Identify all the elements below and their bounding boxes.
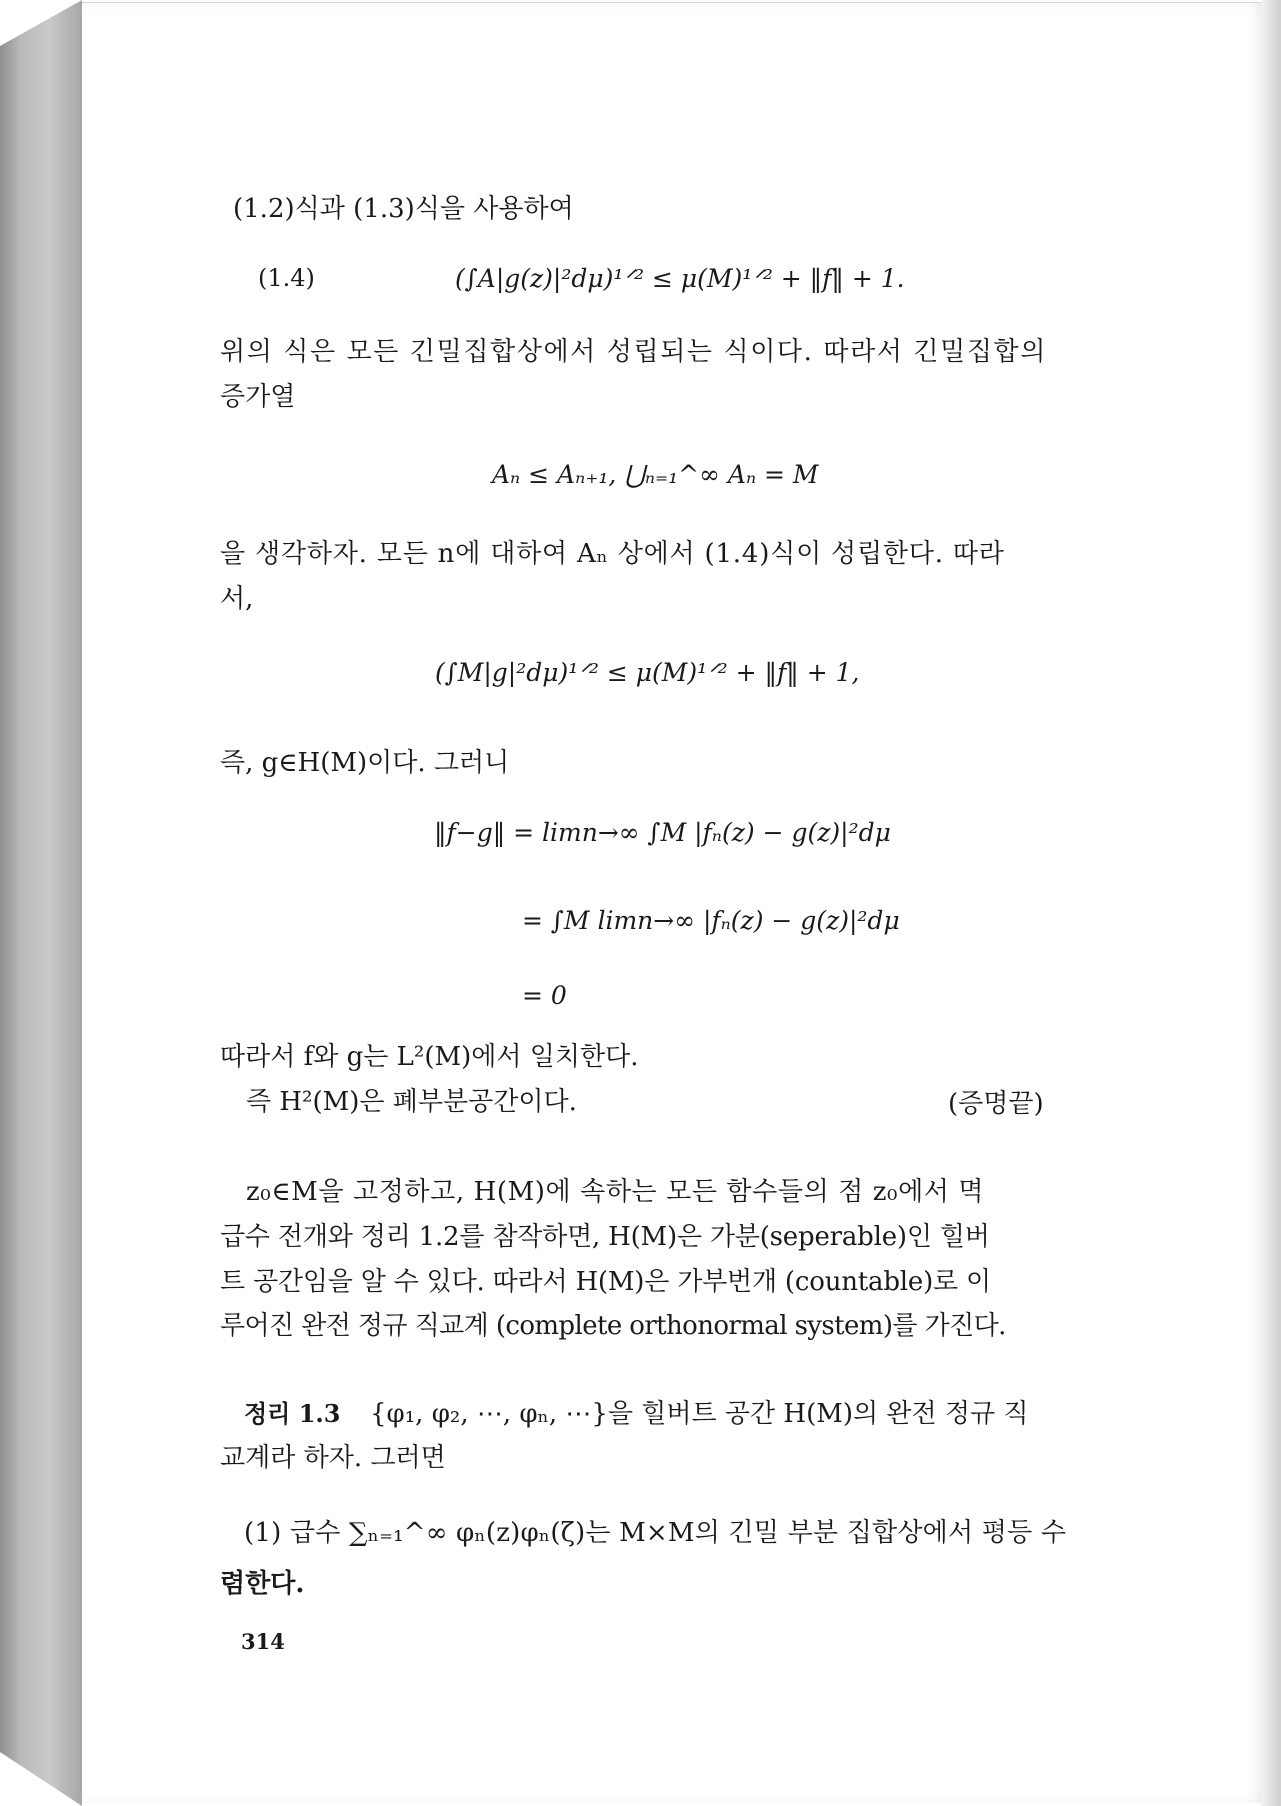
equation-increasing-sequence: Aₙ ≤ Aₙ₊₁, ⋃ₙ₌₁^∞ Aₙ = M xyxy=(492,460,819,489)
paragraph-agree: 따라서 f와 g는 L²(M)에서 일치한다. xyxy=(220,1042,639,1072)
paragraph-dense-line2: 증가열 xyxy=(220,382,296,412)
theorem-line2: 교계라 하자. 그러면 xyxy=(220,1443,446,1473)
paragraph-consider-line1: 을 생각하자. 모든 n에 대하여 Aₙ 상에서 (1.4)식이 성립한다. 따라 xyxy=(220,539,1005,569)
paragraph-intro: (1.2)식과 (1.3)식을 사용하여 xyxy=(233,194,574,224)
equation-norm-line3: = 0 xyxy=(522,981,567,1010)
spine-top-corner xyxy=(0,0,82,46)
paragraph-dense-line1: 위의 식은 모든 긴밀집합상에서 성립되는 식이다. 따라서 긴밀집합의 xyxy=(220,337,1047,367)
spine-bottom-corner xyxy=(0,1752,82,1806)
equation-label-1-4: (1.4) xyxy=(258,264,315,292)
paragraph-fix-line1: z₀∈M을 고정하고, H(M)에 속하는 모든 함수들의 점 z₀에서 멱 xyxy=(246,1177,985,1207)
qed-mark: (증명끝) xyxy=(948,1089,1044,1119)
paragraph-fix-line3: 트 공간임을 알 수 있다. 따라서 H(M)은 가부번개 (countable)로 이 xyxy=(220,1267,991,1297)
equation-1-4: (∫A|g(z)|²dμ)¹ᐟ² ≤ μ(M)¹ᐟ² + ‖f‖ + 1. xyxy=(455,264,905,293)
page-right-shadow xyxy=(1261,0,1281,1806)
equation-norm-line1: ‖f−g‖ = limn→∞ ∫M |fₙ(z) − g(z)|²dμ xyxy=(434,818,891,847)
book-spine-edge xyxy=(0,0,82,1806)
page-number: 314 xyxy=(241,1629,285,1654)
equation-norm-line2: = ∫M limn→∞ |fₙ(z) − g(z)|²dμ xyxy=(522,906,900,935)
paragraph-closed-subspace: 즉 H²(M)은 폐부분공간이다. xyxy=(246,1087,577,1117)
theorem-item1-line2: 렴한다. xyxy=(220,1569,305,1599)
paragraph-that-is: 즉, g∈H(M)이다. 그러니 xyxy=(220,748,510,778)
paragraph-fix-line2: 급수 전개와 정리 1.2를 참작하면, H(M)은 가분(seperable)인 힐버 xyxy=(220,1222,990,1252)
paragraph-fix-line4: 루어진 완전 정규 직교계 (complete orthonormal system)를 가진다. xyxy=(220,1311,1006,1341)
theorem-line1: {φ₁, φ₂, ⋯, φₙ, ⋯}을 힐버트 공간 H(M)의 완전 정규 직 xyxy=(370,1399,1029,1429)
paragraph-consider-line2: 서, xyxy=(220,584,254,614)
theorem-label: 정리 1.3 xyxy=(244,1399,341,1428)
equation-integral-over-M: (∫M|g|²dμ)¹ᐟ² ≤ μ(M)¹ᐟ² + ‖f‖ + 1, xyxy=(435,658,860,687)
theorem-item1-line1: (1) 급수 ∑ₙ₌₁^∞ φₙ(z)φₙ(ζ)는 M×M의 긴밀 부분 집합상에서 평등 수 xyxy=(244,1518,1067,1548)
